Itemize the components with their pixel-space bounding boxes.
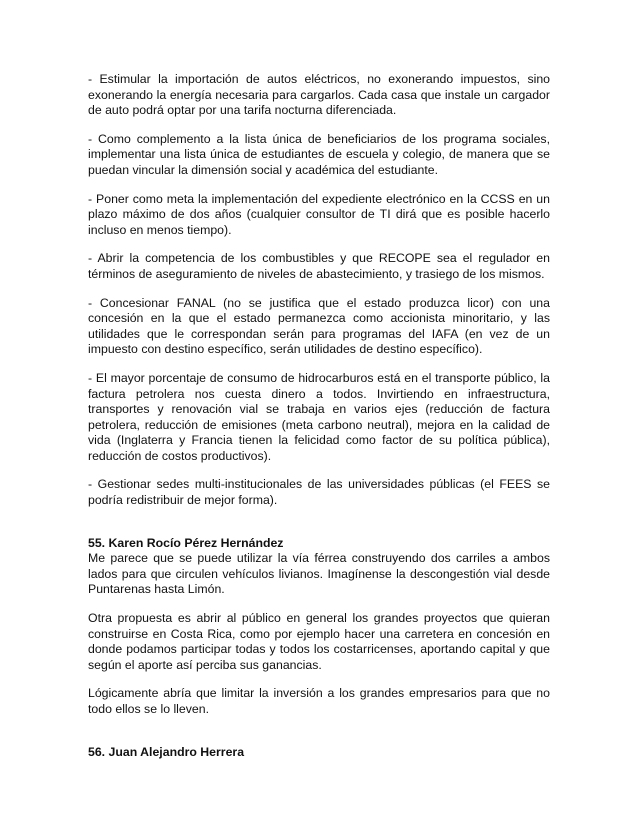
bullet-paragraph-fuel-competition: - Abrir la competencia de los combustibles y que RECOPE sea el regulador en términos de aseguramiento de niveles de abastecimiento, y trasiego de los mismos. bbox=[88, 251, 550, 281]
section-heading-55: 55. Karen Rocío Pérez Hernández bbox=[88, 535, 284, 550]
section-spacer bbox=[88, 731, 550, 745]
document-page bbox=[88, 72, 550, 760]
bullet-paragraph-electric-cars: - Estimular la importación de autos eléctricos, no exonerando impuestos, sino exonerando la energía necesaria para cargarlos. Cada casa que instale un cargador de auto podrá optar por una tarifa nocturna diferenciada. bbox=[88, 72, 550, 118]
bullet-paragraph-student-list: - Como complemento a la lista única de beneficiarios de los programa sociales, implementar una lista única de estudiantes de escuela y colegio, de manera que se puedan vincular la dimensión social y académica del estudiante. bbox=[88, 131, 550, 177]
bullet-paragraph-electronic-record: - Poner como meta la implementación del expediente electrónico en la CCSS en un plazo máximo de dos años (cualquier consultor de TI dirá que es posible hacerlo incluso en menos tiempo). bbox=[88, 191, 550, 237]
section-55-paragraph-investment-limit: Lógicamente abría que limitar la inversión a los grandes empresarios para que no todo ellos se lo lleven. bbox=[88, 686, 550, 716]
section-spacer bbox=[88, 522, 550, 536]
bullet-paragraph-fanal-concession: - Concesionar FANAL (no se justifica que el estado produzca licor) con una concesión en la que el estado permanezca como accionista minoritario, y las utilidades que le correspondan serán para programas del IAFA (en vez de un impuesto con destino específico, serán utilidades de destino específico). bbox=[88, 295, 550, 357]
bullet-paragraph-university-campuses: - Gestionar sedes multi-institucionales de las universidades públicas (el FEES se podría redistribuir de mejor forma). bbox=[88, 477, 550, 508]
bullet-paragraph-public-transport: - El mayor porcentaje de consumo de hidrocarburos está en el transporte público, la factura petrolera nos cuesta dinero a todos. Invirtiendo en infraestructura, transportes y renovación vial se trabaja en varios ejes (reducción de factura petrolera, reducción de emisiones (meta carbono neutral), mejora en la calidad de vida (Inglaterra y Francia tienen la felicidad como factor de su política pública), reducción de costos productivos). bbox=[88, 370, 550, 463]
section-55-paragraph-railway: Me parece que se puede utilizar la vía férrea construyendo dos carriles a ambos lados para que circulen vehículos livianos. Imagínense la descongestión vial desde Puntarenas hasta Limón. bbox=[88, 551, 550, 597]
section-55-paragraph-public-projects: Otra propuesta es abrir al público en general los grandes proyectos que quieran construirse en Costa Rica, como por ejemplo hacer una carretera en concesión en donde podamos participar todas y todos los costarricenses, aportando capital y que según el aporte así perciba sus ganancias. bbox=[88, 611, 550, 672]
section-heading-56: 56. Juan Alejandro Herrera bbox=[88, 744, 245, 759]
